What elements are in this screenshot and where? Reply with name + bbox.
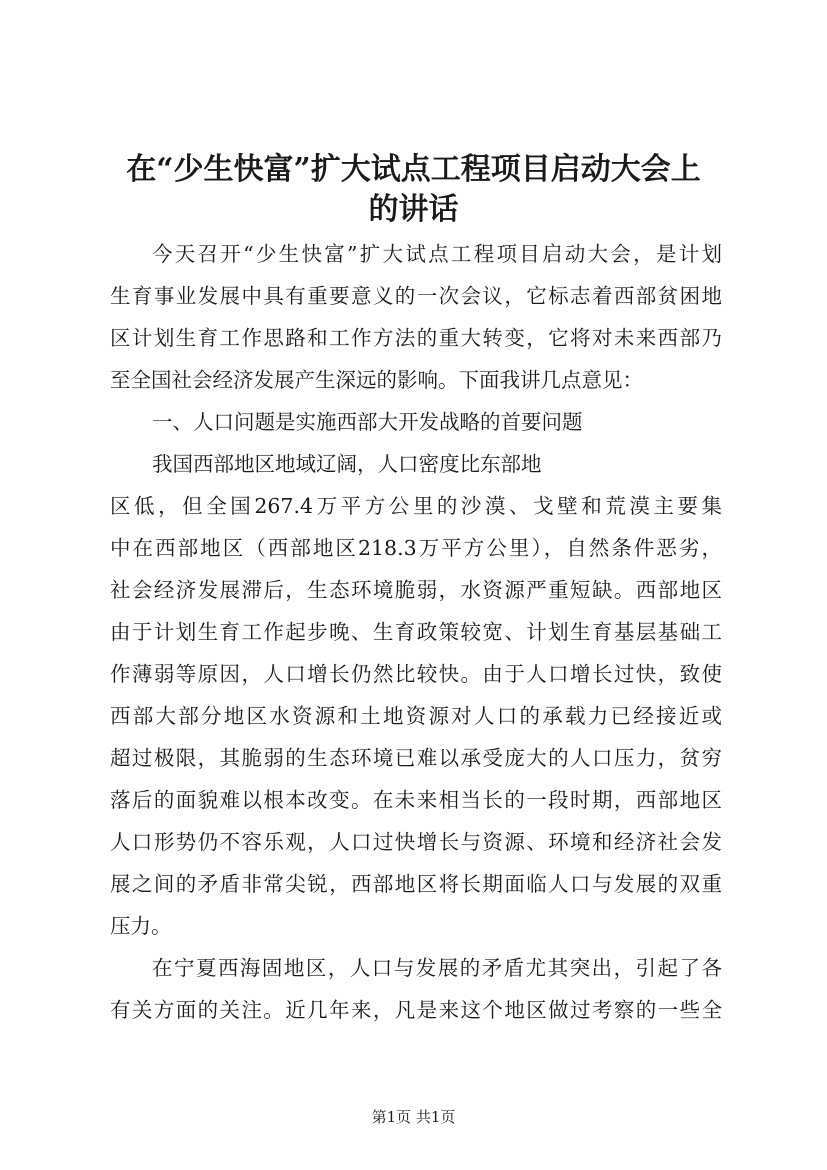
body-line: 有关方面的关注。近几年来，凡是来这个地区做过考察的一些全 (110, 998, 722, 1022)
body-line: 至全国社会经济发展产生深远的影响。下面我讲几点意见： (110, 368, 643, 392)
body-line: 生育事业发展中具有重要意义的一次会议，它标志着西部贫困地 (110, 284, 722, 308)
page-footer: 第1页 共1页 (371, 1108, 456, 1126)
body-line: 人口形势仍不容乐观，人口过快增长与资源、环境和经济社会发 (110, 830, 722, 854)
body-line: 今天召开“少生快富”扩大试点工程项目启动大会，是计划 (152, 242, 722, 266)
body-line: 区计划生育工作思路和工作方法的重大转变，它将对未来西部乃 (110, 326, 722, 350)
body-line: 作薄弱等原因，人口增长仍然比较快。由于人口增长过快，致使 (110, 662, 722, 686)
body-line: 落后的面貌难以根本改变。在未来相当长的一段时期，西部地区 (110, 788, 722, 812)
body-line: 由于计划生育工作起步晚、生育政策较宽、计划生育基层基础工 (110, 620, 722, 644)
body-line: 社会经济发展滞后，生态环境脆弱，水资源严重短缺。西部地区 (110, 578, 722, 602)
body-line: 中在西部地区（西部地区218.3万平方公里），自然条件恶劣， (110, 536, 722, 560)
body-line: 超过极限，其脆弱的生态环境已难以承受庞大的人口压力，贫穷 (110, 746, 722, 770)
body-line: 西部大部分地区水资源和土地资源对人口的承载力已经接近或 (110, 704, 722, 728)
body-line: 区低，但全国267.4万平方公里的沙漠、戈壁和荒漠主要集 (110, 494, 722, 518)
body-line: 压力。 (110, 914, 172, 938)
body-line: 在宁夏西海固地区，人口与发展的矛盾尤其突出，引起了各 (152, 956, 722, 980)
document-title-line-1: 在“少生快富”扩大试点工程项目启动大会上 (126, 152, 701, 187)
body-line: 我国西部地区地域辽阔，人口密度比东部地 (152, 452, 542, 476)
document-title-line-2: 的讲话 (368, 192, 459, 227)
body-line: 展之间的矛盾非常尖锐，西部地区将长期面临人口与发展的双重 (110, 872, 722, 896)
section-heading: 一、人口问题是实施西部大开发战略的首要问题 (152, 410, 583, 434)
